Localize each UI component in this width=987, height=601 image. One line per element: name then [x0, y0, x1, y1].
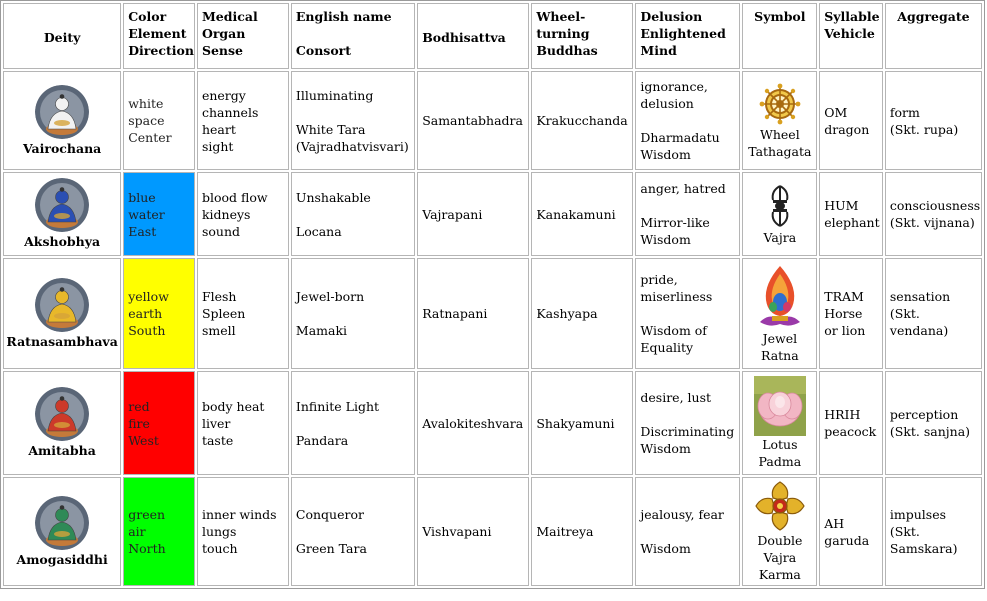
deity-name: Vairochana: [22, 140, 102, 156]
cell-line: body heat: [201, 398, 265, 414]
cell-line: inner winds: [201, 507, 277, 522]
deity-cell: [3, 477, 121, 586]
cell-line: desire, lust: [640, 390, 712, 405]
cell-line: Lotus: [762, 437, 798, 452]
cell-line: garuda: [824, 532, 870, 548]
cell-line: North: [128, 541, 166, 556]
wheel-buddha-cell: Maitreya: [531, 477, 633, 586]
cell-line: White Tara: [295, 121, 366, 137]
cell-line: Center: [128, 130, 172, 145]
cell-line: Green Tara: [295, 541, 367, 556]
cell-line: Jewel: [762, 330, 798, 346]
english-name: Infinite Light: [295, 398, 380, 414]
cell-line: Double: [757, 533, 803, 548]
english-name-cell: [291, 477, 415, 586]
delusion-cell: [635, 71, 740, 170]
english-name-cell: [291, 371, 415, 475]
jewel-icon: [754, 264, 806, 330]
bodhisattva-cell: Samantabhadra: [417, 71, 529, 170]
symbol-cell: [742, 477, 817, 586]
color-element-cell: [123, 477, 195, 586]
medical-cell: [197, 371, 289, 475]
cell-line: form: [889, 104, 920, 120]
header-delusion: Delusion Enlightened Mind: [635, 3, 740, 69]
cell-line: Vajra: [763, 229, 797, 245]
deity-name: Amitabha: [28, 443, 96, 458]
cell-line: HRIH: [824, 407, 861, 422]
cell-line: dragon: [824, 121, 870, 137]
wheel-buddha-cell: Krakucchanda: [531, 71, 633, 170]
symbol-cell: [742, 258, 817, 369]
cell-line: Wisdom: [640, 541, 691, 556]
cell-line: East: [128, 223, 157, 239]
cell-line: Wisdom: [640, 441, 691, 456]
cell-line: consciousness: [889, 198, 981, 213]
bodhisattva-cell: Ratnapani: [417, 258, 529, 369]
cell-line: Locana: [295, 223, 342, 239]
header-symbol: Symbol: [742, 3, 817, 69]
english-name: Conqueror: [295, 507, 364, 522]
wheel-buddha-cell: Kanakamuni: [531, 172, 633, 256]
cell-line: miserliness: [640, 289, 713, 304]
cell-line: impulses: [889, 507, 947, 522]
cell-line: lungs: [201, 524, 237, 539]
color-element-cell: [123, 172, 195, 256]
cell-line: (Skt.: [889, 524, 920, 539]
delusion-cell: [635, 172, 740, 256]
cell-line: blood flow: [201, 189, 268, 205]
header-bodhisattva: Bodhisattva: [417, 3, 529, 69]
delusion-cell: [635, 477, 740, 586]
medical-cell: [197, 172, 289, 256]
syllable-cell: [819, 371, 883, 475]
header-syllable: Syllable Vehicle: [819, 3, 883, 69]
cell-line: Wisdom: [640, 147, 691, 162]
english-name-cell: [291, 172, 415, 256]
cell-line: (Skt. sanjna): [889, 424, 971, 439]
aggregate-cell: [885, 71, 982, 170]
dharma-wheel-icon: [756, 82, 804, 126]
english-name: Jewel-born: [295, 289, 365, 304]
color-element-cell: [123, 71, 195, 170]
color-element-cell: [123, 258, 195, 369]
cell-line: South: [128, 323, 166, 338]
header-aggregate: Aggregate: [885, 3, 982, 69]
cell-line: jealousy, fear: [640, 507, 724, 522]
cell-line: Flesh: [201, 289, 237, 304]
deity-cell: [3, 71, 121, 170]
buddha-figure-icon: [35, 387, 89, 441]
cell-line: taste: [201, 432, 234, 448]
delusion-cell: [635, 258, 740, 369]
syllable-cell: [819, 477, 883, 586]
symbol-cell: [742, 71, 817, 170]
header-english: English name Consort: [291, 3, 415, 69]
cell-line: ignorance,: [640, 79, 708, 94]
cell-line: liver: [201, 415, 231, 431]
buddha-figure-icon: [35, 178, 89, 232]
aggregate-cell: [885, 477, 982, 586]
cell-line: Padma: [758, 454, 802, 469]
bodhisattva-cell: Vishvapani: [417, 477, 529, 586]
cell-line: blue: [128, 189, 156, 205]
cell-line: (Skt.: [889, 306, 920, 321]
cell-line: channels: [201, 104, 259, 120]
aggregate-cell: [885, 172, 982, 256]
cell-line: Karma: [758, 567, 801, 582]
cell-line: red: [128, 398, 150, 414]
cell-line: smell: [201, 323, 236, 338]
cell-line: Horse: [824, 306, 863, 321]
deity-name: Akshobhya: [24, 234, 101, 249]
cell-line: white: [128, 96, 164, 111]
aggregate-cell: [885, 371, 982, 475]
deity-cell: [3, 371, 121, 475]
cell-line: Tathagata: [748, 143, 812, 159]
cell-line: (Skt. vijnana): [889, 215, 975, 230]
cell-line: sensation: [889, 289, 951, 304]
header-row: [3, 3, 982, 69]
cell-line: heart: [201, 121, 236, 137]
cell-line: TRAM: [824, 289, 864, 304]
cell-line: Vajra: [763, 550, 797, 565]
cell-line: air: [128, 524, 146, 539]
wheel-buddha-cell: Shakyamuni: [531, 371, 633, 475]
cell-line: sight: [201, 138, 234, 154]
buddha-figure-icon: [35, 85, 89, 139]
symbol-cell: [742, 371, 817, 475]
medical-cell: [197, 71, 289, 170]
cell-line: OM: [824, 104, 848, 120]
table-row: [3, 71, 982, 170]
aggregate-cell: [885, 258, 982, 369]
delusion-cell: [635, 371, 740, 475]
medical-cell: [197, 258, 289, 369]
cell-line: (Skt. rupa): [889, 121, 959, 137]
cell-line: kidneys: [201, 206, 251, 222]
cell-line: Mamaki: [295, 323, 348, 338]
table-row: [3, 477, 982, 586]
cell-line: delusion: [640, 96, 694, 111]
buddha-figure-icon: [35, 278, 89, 332]
header-medical: Medical Organ Sense: [197, 3, 289, 69]
color-element-cell: [123, 371, 195, 475]
cell-line: energy: [201, 87, 246, 103]
cell-line: Spleen: [201, 306, 246, 321]
cell-line: or lion: [824, 323, 866, 338]
cell-line: Ratna: [761, 347, 799, 363]
cell-line: space: [128, 113, 165, 128]
medical-cell: [197, 477, 289, 586]
cell-line: (Vajradhatvisvari): [295, 138, 409, 154]
cell-line: earth: [128, 306, 163, 321]
buddha-figure-icon: [35, 496, 89, 550]
cell-line: peacock: [824, 424, 877, 439]
double-vajra-icon: [755, 480, 805, 532]
deity-name: Amogasiddhi: [16, 551, 108, 567]
header-deity: Deity: [3, 3, 121, 69]
cell-line: Wisdom of: [640, 323, 707, 338]
cell-line: sound: [201, 223, 240, 239]
cell-line: Discriminating: [640, 424, 735, 439]
bodhisattva-cell: Vajrapani: [417, 172, 529, 256]
cell-line: anger, hatred: [640, 181, 726, 196]
wheel-buddha-cell: Kashyapa: [531, 258, 633, 369]
cell-line: Equality: [640, 340, 694, 355]
syllable-cell: [819, 172, 883, 256]
cell-line: Dharmadatu: [640, 130, 720, 145]
deity-cell: [3, 258, 121, 369]
symbol-cell: [742, 172, 817, 256]
header-color: Color Element Direction: [123, 3, 195, 69]
cell-line: fire: [128, 415, 150, 431]
english-name-cell: [291, 71, 415, 170]
cell-line: Samskara): [889, 541, 958, 556]
header-wheel: Wheel- turning Buddhas: [531, 3, 633, 69]
table-row: [3, 371, 982, 475]
cell-line: HUM: [824, 198, 859, 213]
syllable-cell: [819, 258, 883, 369]
cell-line: Wisdom: [640, 232, 691, 247]
cell-line: water: [128, 206, 165, 222]
cell-line: perception: [889, 407, 959, 422]
deity-cell: [3, 172, 121, 256]
cell-line: AH: [824, 515, 845, 531]
cell-line: Pandara: [295, 432, 349, 448]
syllable-cell: [819, 71, 883, 170]
table-row: [3, 172, 982, 256]
cell-line: elephant: [824, 215, 880, 230]
cell-line: vendana): [889, 323, 949, 338]
cell-line: West: [128, 432, 159, 448]
cell-line: touch: [201, 541, 238, 556]
bodhisattva-cell: Avalokiteshvara: [417, 371, 529, 475]
english-name: Illuminating: [295, 87, 374, 103]
cell-line: pride,: [640, 272, 678, 287]
cell-line: Wheel: [760, 126, 800, 142]
vajra-icon: [765, 183, 795, 229]
lotus-icon: [754, 376, 806, 436]
cell-line: yellow: [128, 289, 169, 304]
cell-line: Mirror-like: [640, 215, 710, 230]
cell-line: green: [128, 507, 166, 522]
english-name: Unshakable: [295, 189, 371, 205]
deity-name: Ratnasambhava: [6, 333, 118, 349]
table-row: [3, 258, 982, 369]
english-name-cell: [291, 258, 415, 369]
